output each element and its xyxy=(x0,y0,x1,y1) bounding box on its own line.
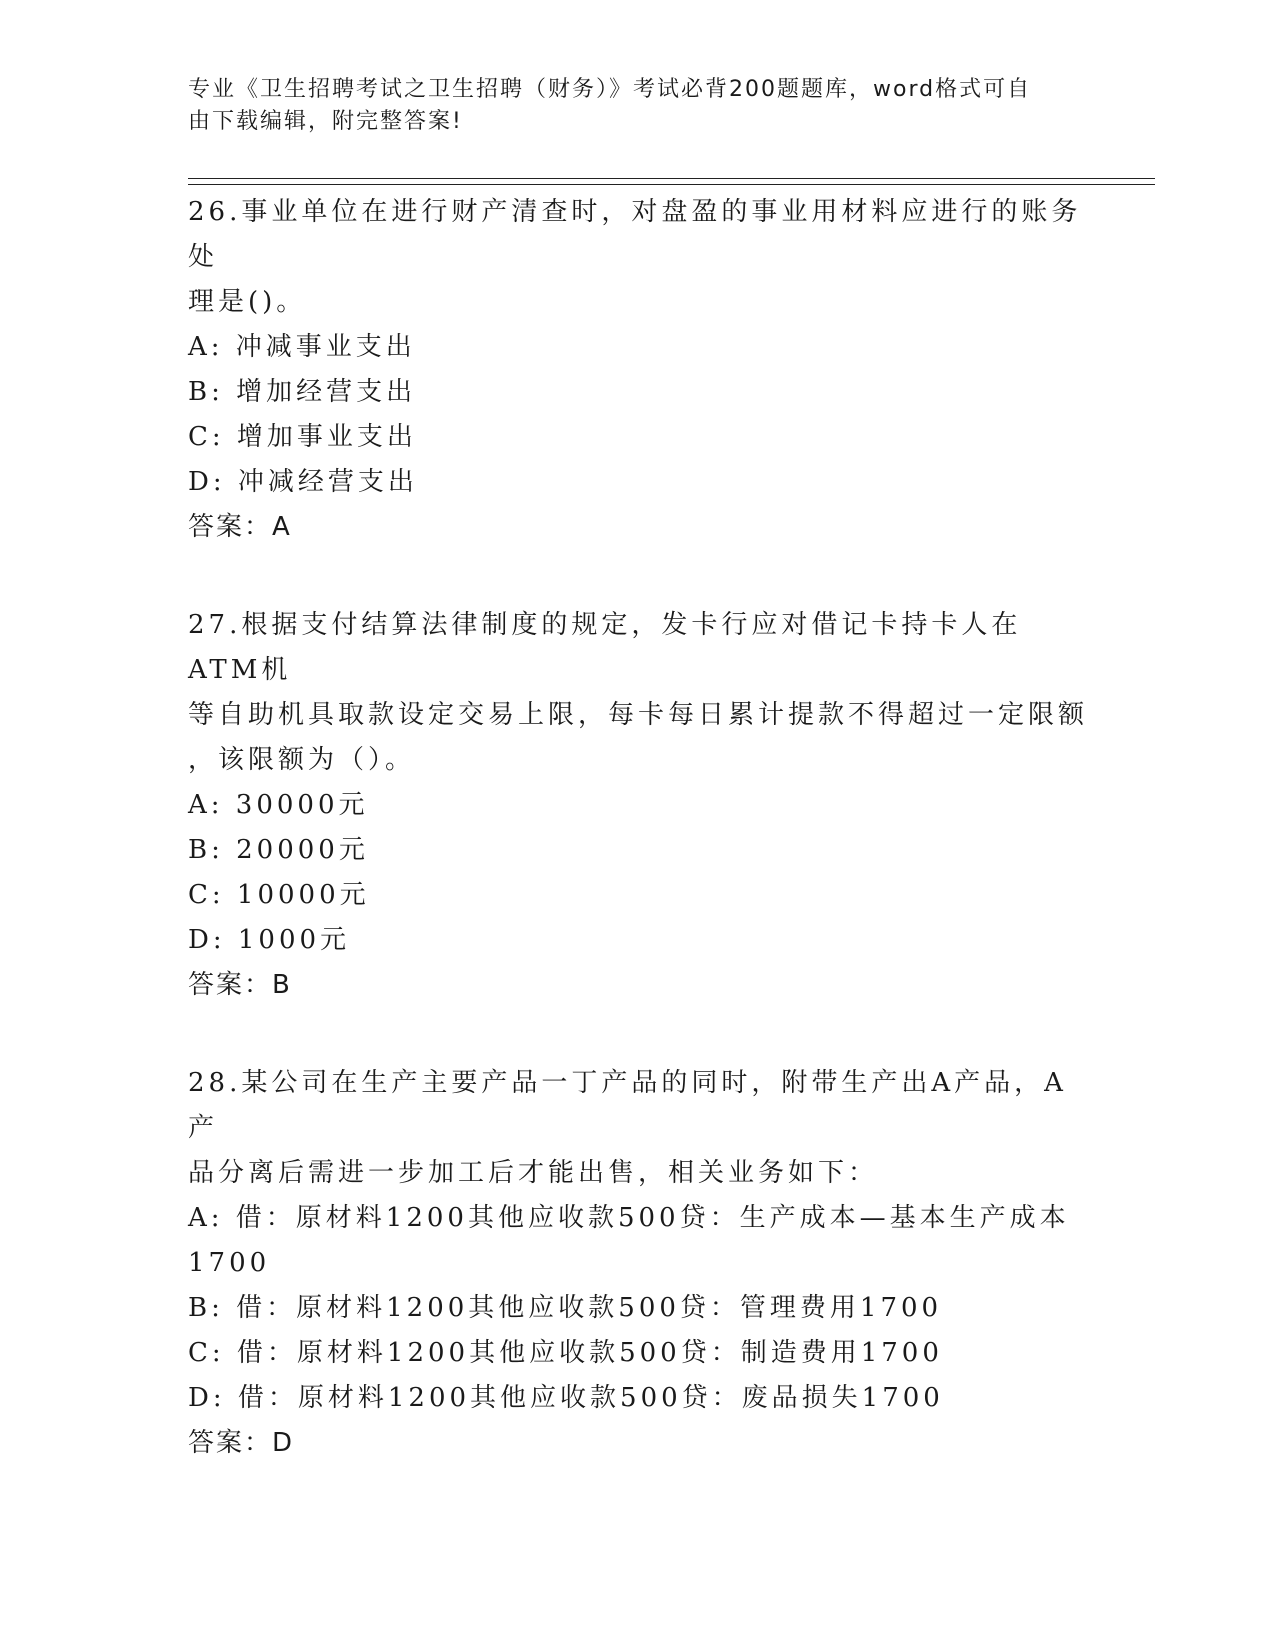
header-line-2: 由下载编辑，附完整答案! xyxy=(188,109,463,134)
option-a: A: 借：原材料1200其他应收款500贷：生产成本—基本生产成本 xyxy=(188,1203,1070,1233)
answer: 答案：A xyxy=(188,512,292,542)
question-text-line: 27.根据支付结算法律制度的规定，发卡行应对借记卡持卡人在ATM机 xyxy=(188,610,1022,685)
question-text-line: 28.某公司在生产主要产品一丁产品的同时，附带生产出A产品，A产 xyxy=(188,1068,1067,1143)
spacer xyxy=(188,550,1088,603)
header-line-1: 专业《卫生招聘考试之卫生招聘（财务）》考试必背200题题库，word格式可自 xyxy=(188,77,1032,102)
question-text-line: 理是()。 xyxy=(188,287,307,317)
option-a-continued: 1700 xyxy=(188,1248,271,1278)
question-list xyxy=(188,190,1088,1466)
header-divider-top xyxy=(188,178,1155,179)
option-d: D: 借：原材料1200其他应收款500贷：废品损失1700 xyxy=(188,1383,944,1413)
option-c: C: 借：原材料1200其他应收款500贷：制造费用1700 xyxy=(188,1338,943,1368)
question-28 xyxy=(188,1061,1088,1466)
option-a: A: 冲减事业支出 xyxy=(188,332,416,362)
question-text-line: 等自助机具取款设定交易上限，每卡每日累计提款不得超过一定限额 xyxy=(188,700,1089,730)
option-c: C: 增加事业支出 xyxy=(188,422,417,452)
option-b: B: 增加经营支出 xyxy=(188,377,417,407)
option-d: D: 冲减经营支出 xyxy=(188,467,418,497)
option-b: B: 借：原材料1200其他应收款500贷：管理费用1700 xyxy=(188,1293,943,1323)
question-text-line: 26.事业单位在进行财产清查时，对盘盈的事业用材料应进行的账务处 xyxy=(188,197,1082,272)
question-text-line: 品分离后需进一步加工后才能出售，相关业务如下： xyxy=(188,1158,879,1188)
option-b: B: 20000元 xyxy=(188,835,369,865)
option-d: D: 1000元 xyxy=(188,925,351,955)
document-header xyxy=(188,74,1068,138)
answer: 答案：B xyxy=(188,970,292,1000)
spacer xyxy=(188,1008,1088,1061)
question-27 xyxy=(188,603,1088,1008)
header-divider-bottom xyxy=(188,184,1155,185)
option-a: A: 30000元 xyxy=(188,790,369,820)
question-text-line: ，该限额为（）。 xyxy=(188,745,416,775)
question-26 xyxy=(188,190,1088,550)
option-c: C: 10000元 xyxy=(188,880,370,910)
answer: 答案：D xyxy=(188,1428,295,1458)
